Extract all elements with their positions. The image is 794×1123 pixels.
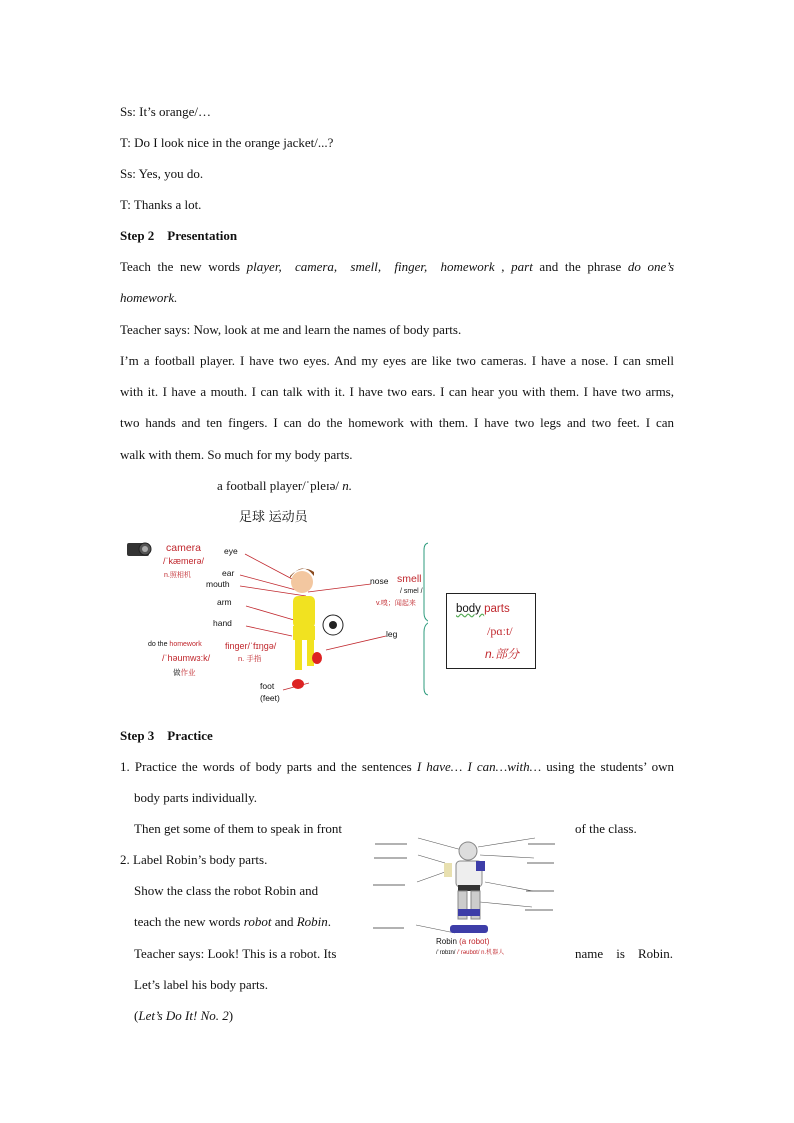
text: /ˈrəubɒt/ n.机器人 [457,950,505,956]
text: Robin [296,914,328,929]
text: teach the new words [134,914,244,929]
intro-line: Ss: It’s orange/… [120,104,211,119]
para-line: walk with them. So much for my body parts. [120,447,353,462]
reference [134,1007,233,1025]
parts-cn: n.部分 [485,647,520,661]
phrase: homework. [120,290,178,305]
body-parts-box [446,593,536,669]
text: 1. Practice the words of body parts and the sentences [120,759,417,774]
smell-ipa: / smel / [400,588,423,595]
label-leg: leg [386,629,398,639]
label-line: Let’s label his body parts. [134,977,268,992]
para-line: I’m a football player. I have two eyes. And my eyes are like two cameras. I have a nose. I can smell [120,353,674,368]
show-line: Show the class the robot Robin and [134,883,319,898]
pos: n. [342,478,353,493]
text: parts [484,603,510,615]
para-line: with it. I have a mouth. I can talk with it. I have two ears. I can hear you with them. I have two arms, [120,384,674,399]
says-line: Teacher says: Look! This is a robot. Its [134,946,337,961]
item2: 2. Label Robin’s body parts. [120,852,268,867]
text: using the students’ own [541,759,674,774]
robot-diagram [370,825,565,960]
text: robot [243,914,272,929]
teach-line [120,258,674,276]
teach-robot-line [134,913,331,931]
label-mouth: mouth [206,579,230,589]
body-parts-diagram [118,538,428,710]
text: a football player/ˈpleɪə/ [217,478,343,493]
item1-front: Then get some of them to speak in front [134,821,342,836]
intro-line: T: Do I look nice in the orange jacket/...? [120,135,334,150]
camera-word: camera [166,542,202,554]
homework-label [148,641,202,648]
item1 [120,758,674,776]
item1-class: of the class. [575,821,637,836]
text: /ˈrɒbɪn/ [436,950,456,956]
step3-heading: Step 3 Practice [120,728,213,743]
camera-cn: n.照相机 [164,572,191,579]
para-line: two hands and ten fingers. I can do the homework with them. I have two legs and two feet. I can [120,415,674,430]
text: Teach the new words [120,259,247,274]
name-is: name is Robin. [575,946,673,961]
words: player, camera, smell, finger, homework [246,259,495,274]
label-eye: eye [224,546,238,556]
label-foot: foot [260,681,275,691]
text: 作业 [180,668,196,677]
robot-caption [436,937,489,946]
item1-cont: body parts individually. [134,790,258,805]
label-ear: ear [222,568,235,578]
text: and [271,914,297,929]
robot-ipa [436,947,504,956]
label-nose: nose [370,576,389,586]
body-parts-word [456,603,510,615]
player-figure [290,568,343,689]
text: ( [134,1008,139,1023]
intro-line: Ss: Yes, you do. [120,166,204,181]
camera-icon [127,543,151,556]
robot-figure [444,842,488,933]
text: homework [169,641,202,648]
text: Robin [436,937,460,946]
homework-ipa: /ˈhəumwɜ:k/ [162,653,211,663]
text: Let’s Do It! No. 2 [138,1008,229,1023]
football-player [217,477,352,495]
text: I have… I can…with… [416,759,542,774]
intro-line: T: Thanks a lot. [120,197,202,212]
label-hand: hand [213,618,232,628]
text: (a robot) [459,937,490,946]
brace [424,543,428,695]
text: . [327,914,332,929]
text: and the phrase [532,259,628,274]
homework-cn [173,667,196,678]
smell-word: smell [397,573,422,585]
football-cn: 足球 运动员 [239,509,308,524]
teach-line-cont [120,289,177,307]
text: ) [228,1008,234,1023]
label-arm: arm [217,597,232,607]
camera-ipa: /ˈkæmerə/ [163,556,205,566]
finger-word: finger/ˈfɪŋgə/ [225,641,277,651]
text: do the [148,641,170,648]
parts-ipa: /pɑːt/ [487,624,513,638]
phrase: do one’s [627,259,674,274]
teacher-says: Teacher says: Now, look at me and learn the names of body parts. [120,322,462,337]
smell-cn: v.嗅；闻起来 [376,600,416,607]
text: , [494,259,512,274]
word: part [511,259,533,274]
step2-heading: Step 2 Presentation [120,228,238,243]
text: 做 [173,668,181,677]
finger-cn: n. 手指 [238,654,262,663]
label-feet: (feet) [260,693,280,703]
text: body [456,603,485,615]
